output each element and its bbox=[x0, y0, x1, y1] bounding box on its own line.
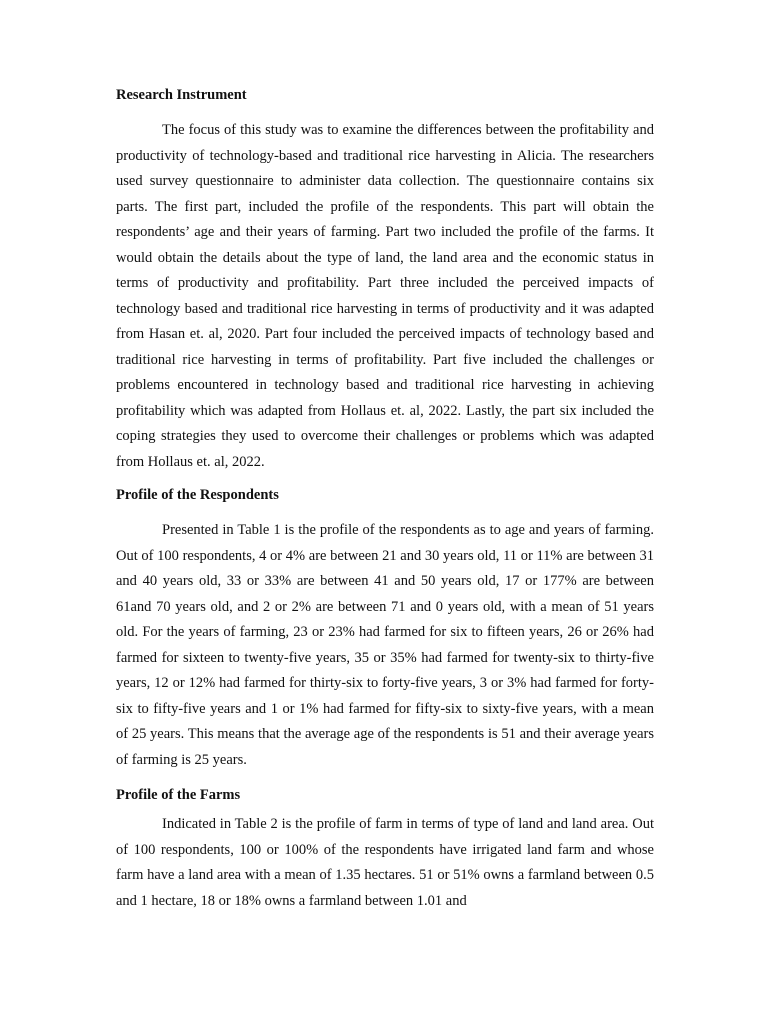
section-heading-research-instrument: Research Instrument bbox=[116, 87, 247, 103]
section-heading-profile-farms: Profile of the Farms bbox=[116, 787, 241, 803]
section-heading-profile-respondents: Profile of the Respondents bbox=[116, 487, 279, 503]
paragraph-profile-farms: Indicated in Table 2 is the profile of farm in terms of type of land and land area. Out of 100 respondents, 100 or 100% of the respondents have irrigated land farm and whose farm have a land area with a mean of 1.35 hectares. 51 or 51% owns a farmland between 0.5 and 1 hectare, 18 or 18% owns a farmland between 1.01 and bbox=[116, 816, 654, 909]
paragraph-profile-respondents: Presented in Table 1 is the profile of the respondents as to age and years of farming. Out of 100 respondents, 4 or 4% are between 21 and 30 years old, 11 or 11% are between 31 and 40 years old, 33 or 33% are between 41 and 50 years old, 17 or 177% are between 61and 70 years old, and 2 or 2% are between 71 and 0 years old, with a mean of 51 years old. For the years of farming, 23 or 23% had farmed for six to fifteen years, 26 or 26% had farmed for sixteen to twenty-five years, 35 or 35% had farmed for twenty-six to thirty-five years, 12 or 12% had farmed for thirty-six to forty-five years, 3 or 3% had farmed for forty-six to fifty-five years and 1 or 1% had farmed for fifty-six to sixty-five years, with a mean of 25 years. This means that the average age of the respondents is 51 and their average years of farming is 25 years. bbox=[116, 522, 654, 768]
paragraph-research-instrument: The focus of this study was to examine the differences between the profitability and productivity of technology-based and traditional rice harvesting in Alicia. The researchers used survey questionnaire to administer data collection. The questionnaire contains six parts. The first part, included the profile of the respondents. This part will obtain the respondents’ age and their years of farming. Part two included the profile of the farms. It would obtain the details about the type of land, the land area and the economic status in terms of productivity and profitability. Part three included the perceived impacts of technology based and traditional rice harvesting in terms of productivity and it was adapted from Hasan et. al, 2020. Part four included the perceived impacts of technology based and traditional rice harvesting in terms of profitability. Part five included the challenges or problems encountered in technology based and traditional rice harvesting in achieving profitability which was adapted from Hollaus et. al, 2022. Lastly, the part six included the coping strategies they used to overcome their challenges or problems which was adapted from Hollaus et. al, 2022. bbox=[116, 122, 654, 470]
